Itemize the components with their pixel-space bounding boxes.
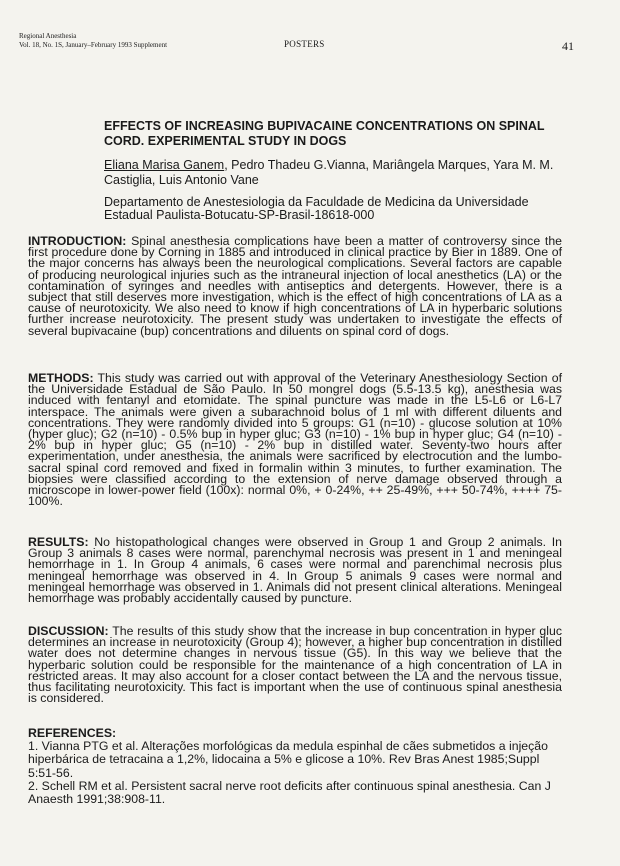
methods-heading: METHODS: [28,371,94,385]
results-heading: RESULTS: [28,535,89,549]
introduction-heading: INTRODUCTION: [28,234,127,248]
results-text: No histopathological changes were observed in Group 1 and Group 2 animals. In Group 3 animals 8 cases were normal, parenchymal necrosis was present in 1 and meningeal hemorrhage in 1. In Group 4 animals, 6 cases were normal and parenchimal necrosis plus meningeal hemorrhage was observed in 4. In Group 5 animals 9 cases were normal and meningeal hemorrhage was observed in 1. Animals did not present clinical alterations. Meningeal hemorrhage was probably accidentally caused by puncture. [28,535,562,606]
section-label: POSTERS [284,39,325,49]
affiliation: Departamento de Anestesiologia da Faculdade de Medicina da Universidade Estadual Paulista-Botucatu-SP-Brasil-18618-000 [104,195,529,222]
introduction-text: Spinal anesthesia complications have been a matter of controversy since the first procedure done by Corning in 1885 and introduced in clinical practice by Bier in 1889. One of the major concerns has always been the neurological complications. Several factors are capable of producing neurological injuries such as the intraneural injection of local anesthetics (LA) or the contamination of syringes and needles with antiseptics and detergents. However, there is a subject that still deserves more investigation, which is the effect of high concentrations of LA as a cause of neurotoxicity. We also need to know if high concentrations of LA in hyperbaric solutions further increase neurotoxicity. The present study was undertaken to investigate the effects of several bupivacaine (bup) concentrations and diluents on spinal cord of dogs. [28,234,562,338]
reference-item: 1. Vianna PTG et al. Alterações morfológicas da medula espinhal de cães submetidos a injeção hiperbárica de tetracaina a 1,2%, lidocaina a 5% e glicose a 10%. Rev Bras Anest 1985;Suppl 5:51-56. [28,739,548,780]
discussion-section [28,626,562,704]
methods-section [28,373,562,507]
methods-text: This study was carried out with approval of the Veterinary Anesthesiology Section of the Universidade Estadual de São Paulo. In 50 mongrel dogs (5.5-13.5 kg), anesthesia was induced with fentanyl and etomidate. The spinal puncture was made in the L5-L6 or L6-L7 interspace. The animals were given a subarachnoid bolus of 1 ml with different diluents and concentrations. They were randomly divided into 5 groups: G1 (n=10) - glucose solution at 10% (hyper gluc); G2 (n=10) - 0.5% bup in hyper gluc; G3 (n=10) - 1% bup in hyper gluc; G4 (n=10) - 2% bup in hyper gluc; G5 (n=10) - 2% bup in distilled water. Seventy-two hours after experimentation, under anesthesia, the animals were sacrificed by electrocution and the lumbo-sacral spinal cord removed and fixed in formalin within 3 minutes, to further examination. The biopsies were classified according to the extension of nerve damage observed through a microscope in lower-power field (100x): normal 0%, + 0-24%, ++ 25-49%, +++ 50-74%, ++++ 75-100%. [28,371,562,509]
first-author: Eliana Marisa Ganem [104,158,225,172]
author-list [104,158,566,188]
references-heading: REFERENCES: [28,726,117,740]
journal-name: Regional Anesthesia [19,32,77,40]
co-authors: , Pedro Thadeu G.Vianna, Mariângela Marques, Yara M. M. Castiglia, Luis Antonio Vane [104,158,554,187]
volume-line: Vol. 18, No. 1S, January–February 1993 Supplement [19,41,168,49]
reference-item: 2. Schell RM et al. Persistent sacral nerve root deficits after continuous spinal anesthesia. Can J Anaesth 1991;38:908-11. [28,778,551,807]
discussion-heading: DISCUSSION: [28,624,109,638]
page-number: 41 [562,39,574,53]
introduction-section [28,236,562,337]
results-section [28,537,562,604]
references-section [28,727,562,806]
article-title: EFFECTS OF INCREASING BUPIVACAINE CONCENTRATIONS ON SPINAL CORD. EXPERIMENTAL STUDY IN DOGS [104,119,545,148]
discussion-text: The results of this study show that the increase in bup concentration in hyper gluc determines an increase in neurotoxicity (Group 4); however, a higher bup concentration in distilled water does not determine changes in nervous tissue (G5). In this way we believe that the hyperbaric solution could be responsible for the maintenance of a high concentration of LA in restricted areas. It may also account for a closer contact between the LA and the nervous tissue, thus facilitating neurotoxicity. This fact is important when the use of continuous spinal anesthesia is considered. [28,624,562,706]
running-header-journal [19,32,167,50]
